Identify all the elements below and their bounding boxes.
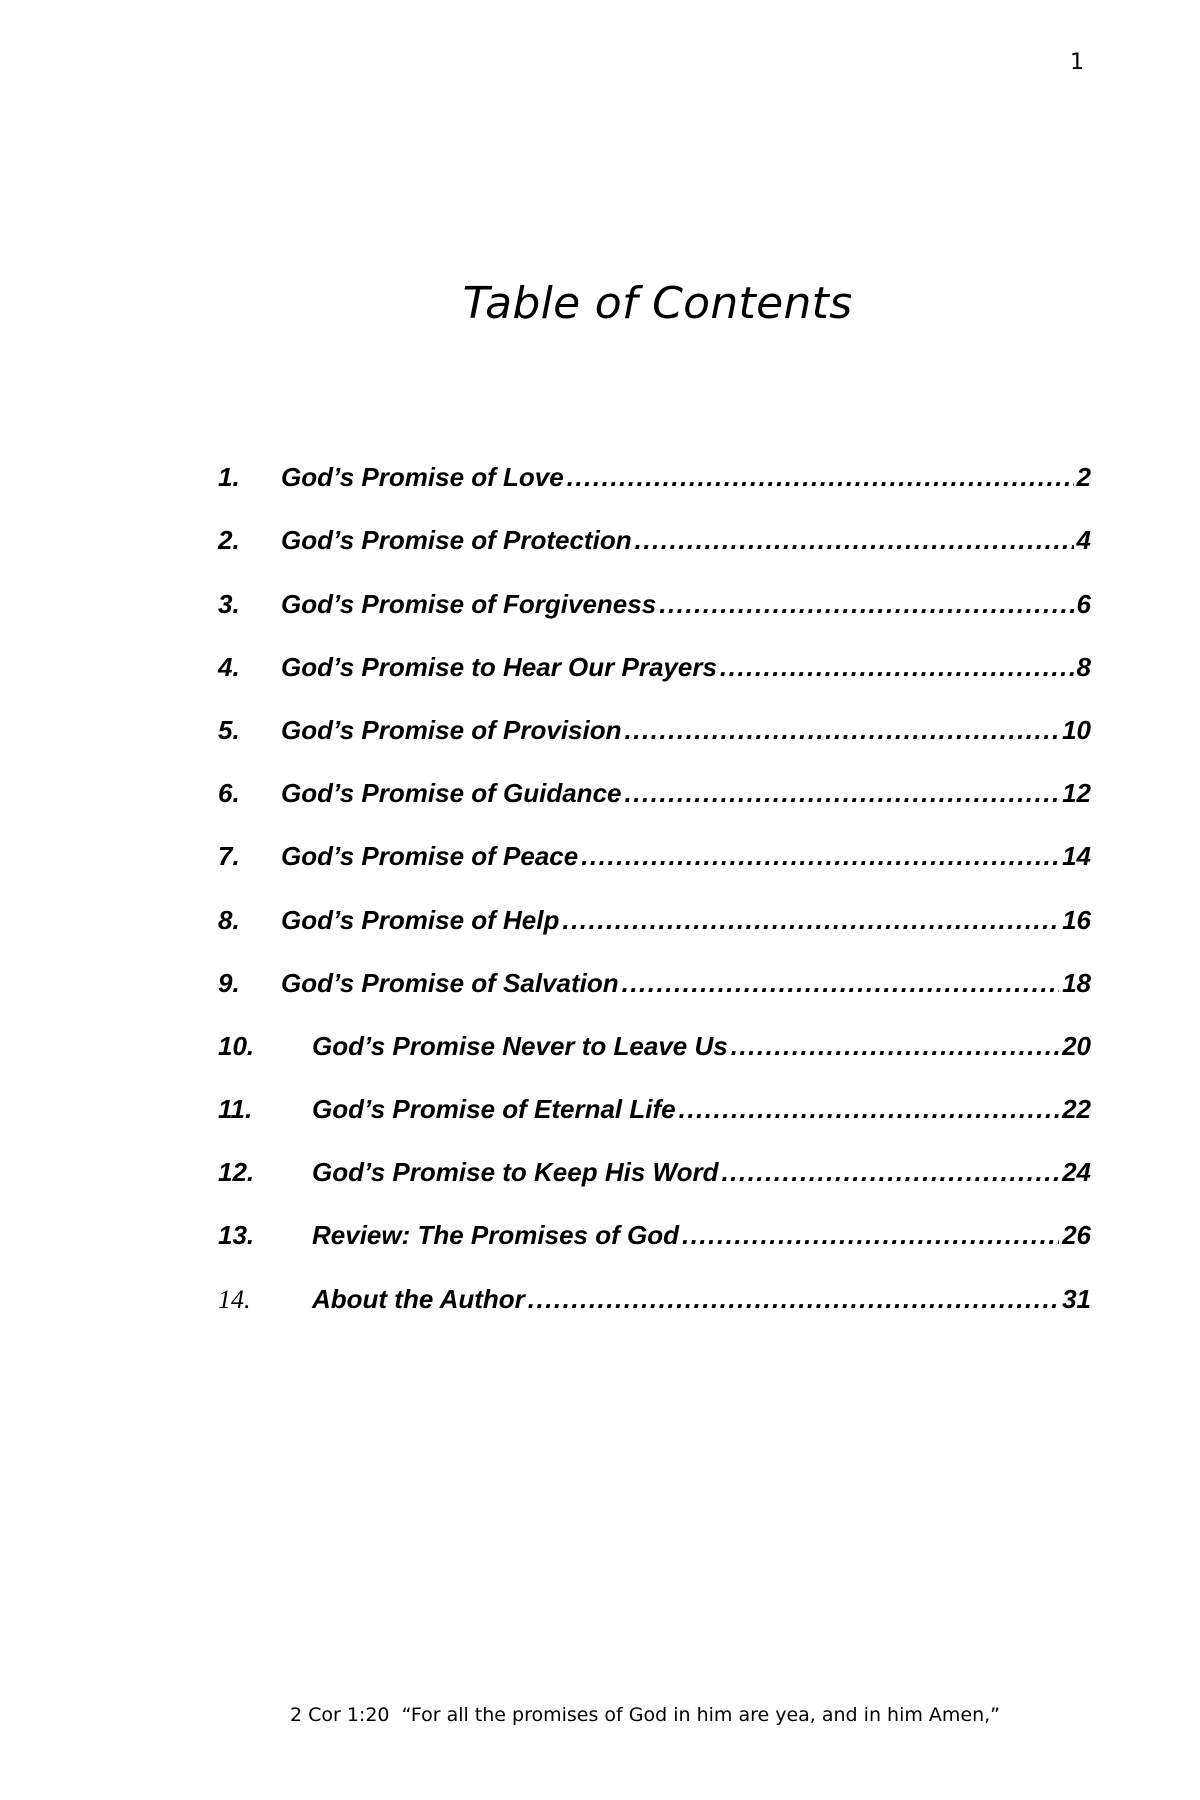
toc-entry-guidance[interactable]	[218, 746, 1091, 809]
toc-entry-number: 10.	[218, 1030, 255, 1061]
toc-entry-page: 26	[1062, 1220, 1091, 1251]
toc-entry-page: 10	[1062, 714, 1091, 745]
toc-entry-number: 4.	[218, 651, 240, 682]
toc-entry-protection[interactable]	[218, 493, 1091, 556]
toc-entry-page: 2	[1076, 462, 1091, 493]
toc-entry-number: 2.	[218, 525, 240, 556]
page-number: 1	[1070, 50, 1084, 75]
toc-entry-label: God’s Promise of Salvation	[281, 967, 619, 998]
toc-entry-page: 24	[1062, 1157, 1091, 1188]
toc-entry-number: 8.	[218, 904, 240, 935]
page-title: Table of Contents	[462, 278, 853, 329]
toc-entry-help[interactable]	[218, 872, 1091, 935]
dot-leader	[528, 1284, 1059, 1315]
toc-entry-keep-word[interactable]	[218, 1125, 1091, 1188]
dot-leader	[731, 1031, 1059, 1062]
toc-entry-number: 12.	[218, 1157, 255, 1188]
toc-entry-salvation[interactable]	[218, 936, 1091, 999]
toc-entry-label: God’s Promise of Protection	[281, 525, 632, 556]
toc-entry-peace[interactable]	[218, 809, 1091, 872]
toc-entry-number: 3.	[218, 588, 240, 619]
dot-leader	[622, 968, 1059, 999]
toc-entry-label: God’s Promise to Keep His Word	[312, 1157, 719, 1188]
toc-entry-number: 11.	[218, 1094, 253, 1125]
toc-entry-label: God’s Promise to Hear Our Prayers	[281, 651, 717, 682]
toc-entry-label: God’s Promise of Eternal Life	[312, 1094, 676, 1125]
footer-verse: 2 Cor 1:20 “For all the promises of God in him are yea, and in him Amen,”	[289, 1704, 1001, 1726]
dot-leader	[721, 1157, 1059, 1188]
toc-entry-label: God’s Promise of Peace	[281, 841, 579, 872]
toc-entry-page: 14	[1062, 841, 1091, 872]
toc-entry-number: 9.	[218, 967, 240, 998]
table-of-contents	[218, 430, 1091, 1315]
toc-entry-label: God’s Promise of Provision	[281, 714, 622, 745]
dot-leader	[682, 1220, 1059, 1251]
toc-entry-eternal-life[interactable]	[218, 1062, 1091, 1125]
dot-leader	[581, 841, 1059, 872]
toc-entry-page: 4	[1076, 525, 1091, 556]
toc-entry-label: About the Author	[312, 1283, 525, 1314]
toc-entry-about-author[interactable]	[218, 1251, 1091, 1314]
toc-entry-page: 12	[1062, 778, 1091, 809]
dot-leader	[659, 589, 1073, 620]
toc-entry-page: 6	[1076, 588, 1091, 619]
toc-entry-review[interactable]	[218, 1188, 1091, 1251]
dot-leader	[562, 905, 1059, 936]
toc-entry-number: 14.	[218, 1284, 251, 1314]
toc-entry-page: 8	[1076, 651, 1091, 682]
toc-entry-page: 20	[1062, 1030, 1091, 1061]
toc-entry-provision[interactable]	[218, 683, 1091, 746]
toc-entry-never-leave[interactable]	[218, 999, 1091, 1062]
toc-entry-love[interactable]	[218, 430, 1091, 493]
toc-entry-page: 18	[1062, 967, 1091, 998]
dot-leader	[625, 778, 1060, 809]
toc-entry-label: God’s Promise of Help	[281, 904, 560, 935]
dot-leader	[635, 525, 1074, 556]
toc-entry-page: 16	[1062, 904, 1091, 935]
toc-entry-number: 5.	[218, 714, 240, 745]
toc-entry-number: 1.	[218, 462, 240, 493]
toc-entry-page: 31	[1062, 1283, 1091, 1314]
dot-leader	[720, 652, 1074, 683]
toc-entry-label: God’s Promise Never to Leave Us	[312, 1030, 728, 1061]
toc-entry-forgiveness[interactable]	[218, 556, 1091, 619]
toc-entry-label: Review: The Promises of God	[312, 1220, 679, 1251]
toc-entry-label: God’s Promise of Forgiveness	[281, 588, 657, 619]
toc-entry-prayers[interactable]	[218, 620, 1091, 683]
toc-entry-page: 22	[1062, 1094, 1091, 1125]
dot-leader	[679, 1094, 1059, 1125]
toc-entry-number: 6.	[218, 778, 240, 809]
toc-entry-label: God’s Promise of Love	[281, 462, 564, 493]
toc-entry-number: 7.	[218, 841, 240, 872]
dot-leader	[567, 462, 1074, 493]
toc-entry-number: 13.	[218, 1220, 255, 1251]
dot-leader	[625, 715, 1060, 746]
toc-entry-label: God’s Promise of Guidance	[281, 778, 622, 809]
